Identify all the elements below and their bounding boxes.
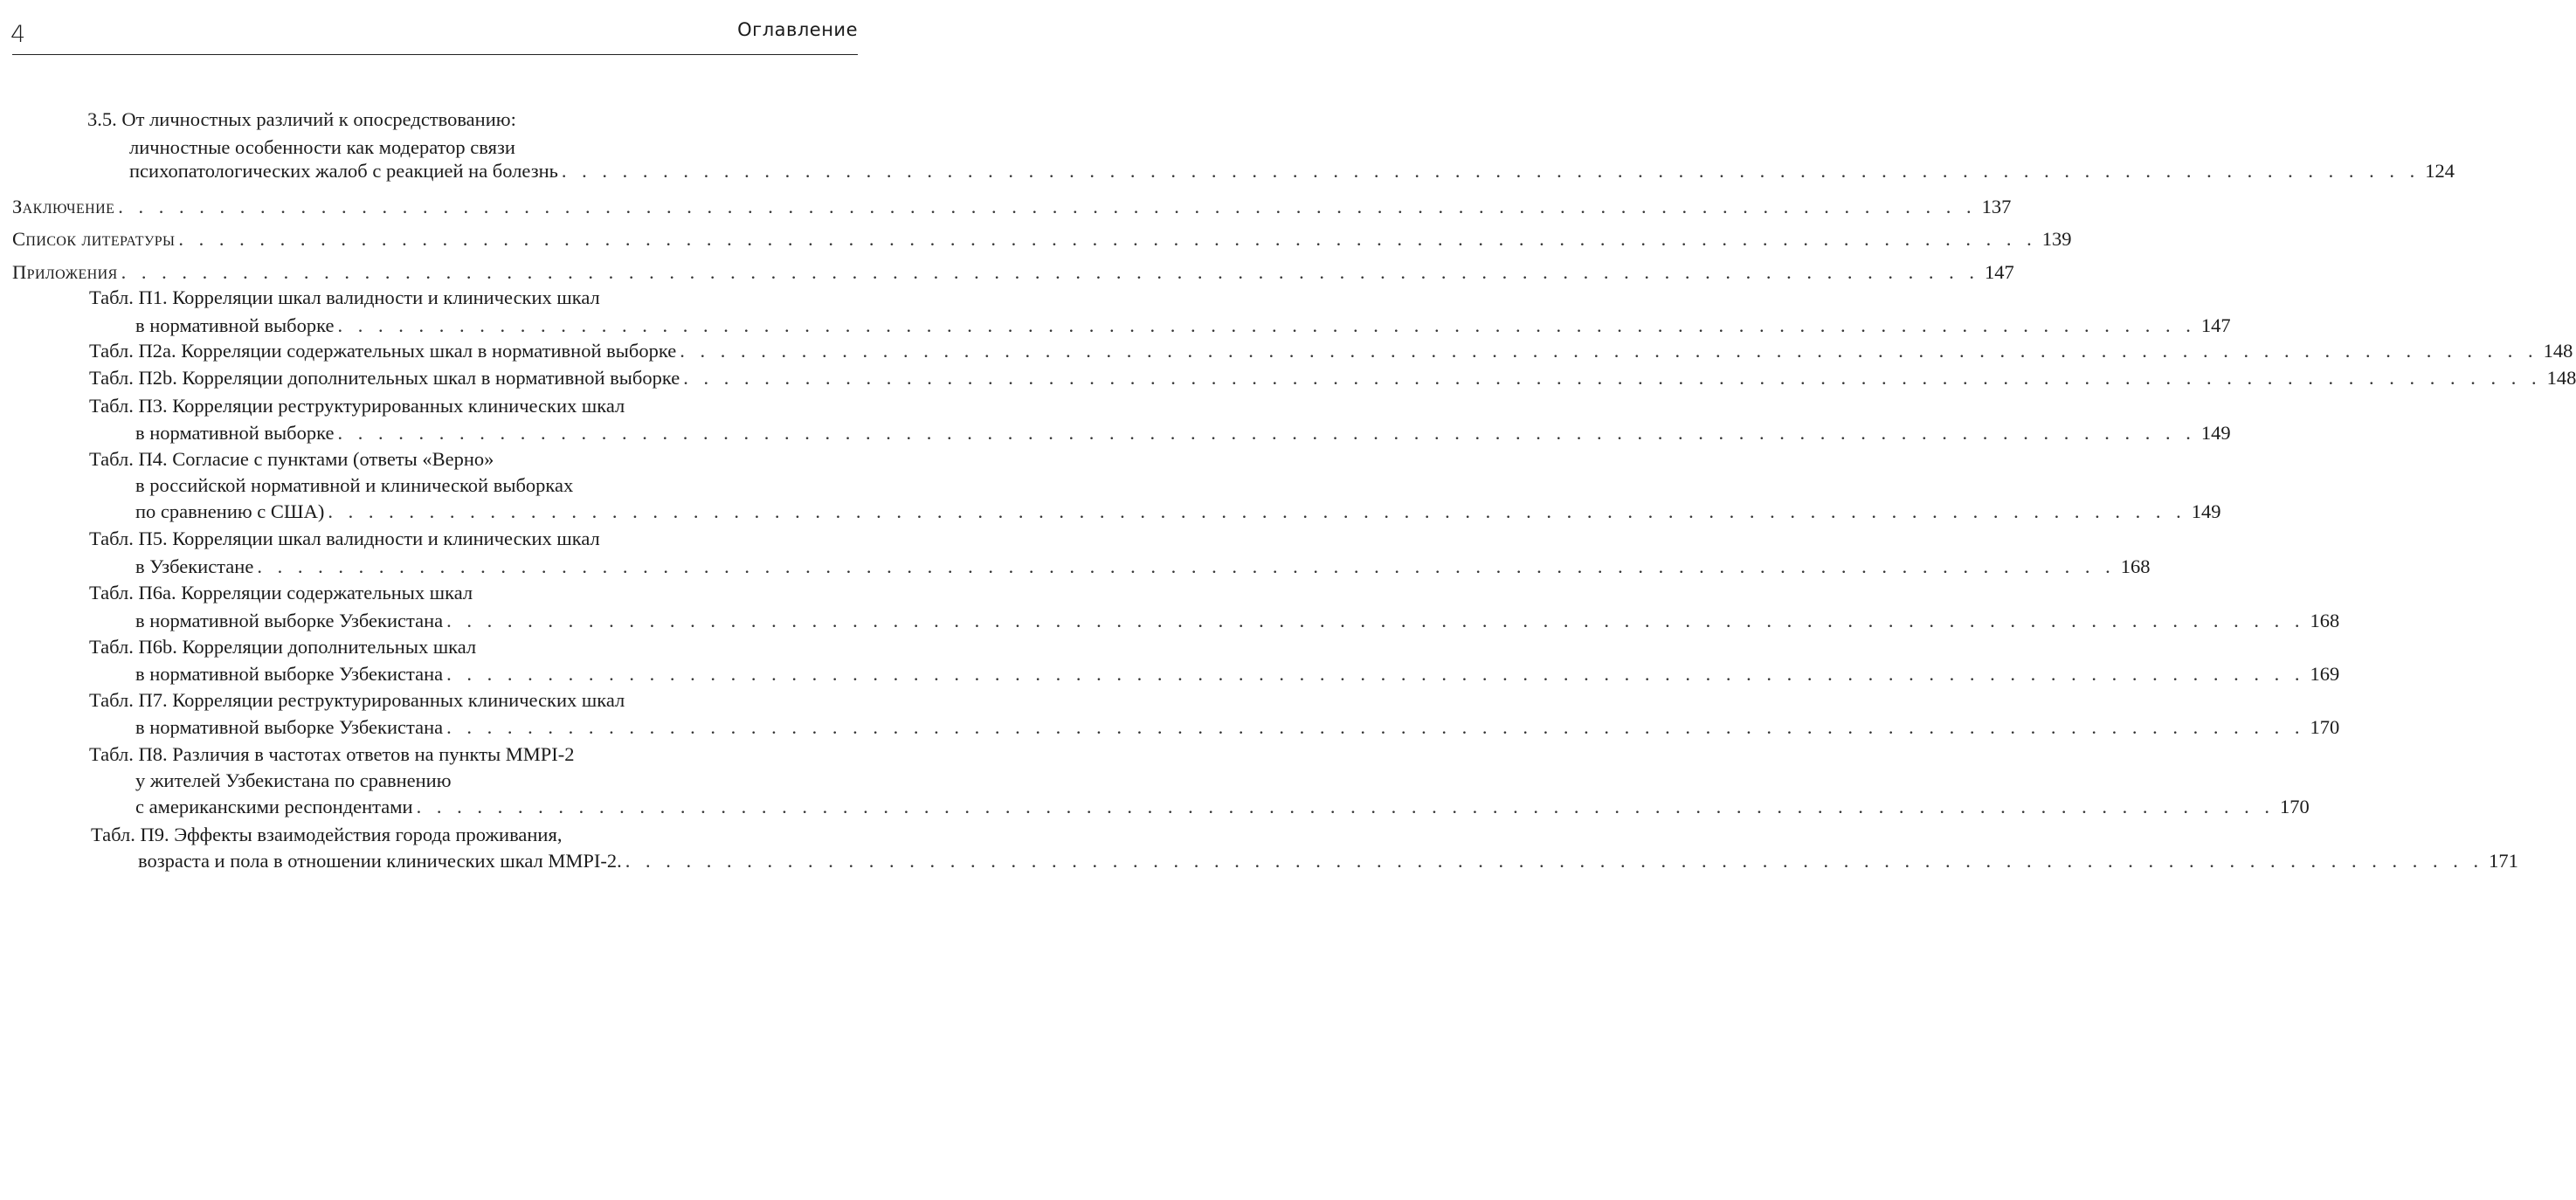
toc-page-number: 170 bbox=[2310, 716, 2340, 738]
toc-entry-p1[interactable] bbox=[135, 313, 2231, 339]
toc-entry-p3-line1: Табл. П3. Корреляции реструктурированных клинических шкал bbox=[89, 395, 625, 417]
toc-entry-p6a[interactable] bbox=[135, 608, 2340, 634]
toc-entry-p4-line1: Табл. П4. Согласие с пунктами (ответы «Верно» bbox=[89, 448, 494, 470]
toc-page-number: 169 bbox=[2310, 663, 2340, 685]
toc-entry-p4[interactable] bbox=[135, 499, 2221, 525]
leader-dots: . . . . . . . . . . . . . . . . . . . . . . . . . . . . . . . . . . . . . . . . . . . . . . . . . . . . . . . . . . . . . . . . . . . . . . . . . . . . . . . . . . . . . . . . . . . . bbox=[683, 367, 2542, 389]
toc-entry-p5-line1: Табл. П5. Корреляции шкал валидности и клинических шкал bbox=[89, 528, 600, 549]
toc-page-number: 168 bbox=[2120, 555, 2151, 577]
toc-entry-p4-line2: в российской нормативной и клинической выборках bbox=[135, 474, 574, 496]
toc-entry-text: Список литературы bbox=[12, 228, 176, 250]
toc-page-number: 170 bbox=[2279, 796, 2310, 817]
toc-page-number: 147 bbox=[1984, 261, 2014, 283]
toc-entry-text: в нормативной выборке Узбекистана bbox=[135, 663, 444, 685]
toc-page-number: 168 bbox=[2310, 610, 2340, 631]
toc-entry-references[interactable] bbox=[12, 226, 2072, 252]
toc-entry-conclusion[interactable] bbox=[12, 194, 2012, 220]
leader-dots: . . . . . . . . . . . . . . . . . . . . . . . . . . . . . . . . . . . . . . . . . . . . . . . . . . . . . . . . . . . . . . . . . . . . . . . . . . . . . . . . . . . . . . . . . . . . bbox=[118, 196, 1977, 217]
toc-entry-p8[interactable] bbox=[135, 794, 2310, 820]
toc-page-number: 171 bbox=[2489, 850, 2518, 872]
toc-entry-p9-line1: Табл. П9. Эффекты взаимодействия города проживания, bbox=[91, 824, 563, 845]
toc-entry-p6a-line1: Табл. П6а. Корреляции содержательных шкал bbox=[89, 582, 473, 603]
toc-entry-text: возраста и пола в отношении клинических шкал MMPI-2. bbox=[138, 850, 622, 872]
toc-entry-text: Табл. П2а. Корреляции содержательных шкал в нормативной выборке bbox=[89, 340, 677, 362]
toc-entry-text: Приложения bbox=[12, 261, 118, 283]
leader-dots: . . . . . . . . . . . . . . . . . . . . . . . . . . . . . . . . . . . . . . . . . . . . . . . . . . . . . . . . . . . . . . . . . . . . . . . . . . . . . . . . . . . . . . . . . . . . bbox=[561, 160, 2421, 182]
header-rule bbox=[12, 54, 858, 55]
toc-entry-p6b[interactable] bbox=[135, 661, 2340, 687]
toc-page-number: 124 bbox=[2425, 160, 2455, 182]
leader-dots: . . . . . . . . . . . . . . . . . . . . . . . . . . . . . . . . . . . . . . . . . . . . . . . . . . . . . . . . . . . . . . . . . . . . . . . . . . . . . . . . . . . . . . . . . . . . bbox=[446, 663, 2305, 685]
toc-page-number: 149 bbox=[2191, 500, 2221, 522]
toc-entry-p2b[interactable] bbox=[89, 365, 2576, 391]
toc-page-number: 139 bbox=[2041, 228, 2072, 250]
toc-entry-p1-line1: Табл. П1. Корреляции шкал валидности и клинических шкал bbox=[89, 286, 600, 308]
toc-entry-text: в нормативной выборке bbox=[135, 314, 335, 336]
toc-page-number: 148 bbox=[2546, 367, 2576, 389]
leader-dots: . . . . . . . . . . . . . . . . . . . . . . . . . . . . . . . . . . . . . . . . . . . . . . . . . . . . . . . . . . . . . . . . . . . . . . . . . . . . . . . . . . . . . . . . . . . . bbox=[625, 850, 2484, 872]
toc-entry-text: Заключение bbox=[12, 196, 115, 217]
leader-dots: . . . . . . . . . . . . . . . . . . . . . . . . . . . . . . . . . . . . . . . . . . . . . . . . . . . . . . . . . . . . . . . . . . . . . . . . . . . . . . . . . . . . . . . . . . . . bbox=[416, 796, 2275, 817]
toc-page-number: 149 bbox=[2200, 422, 2231, 444]
toc-entry-p6b-line1: Табл. П6b. Корреляции дополнительных шкал bbox=[89, 636, 477, 658]
toc-entry-text: в нормативной выборке bbox=[135, 422, 335, 444]
toc-page-number: 148 bbox=[2543, 340, 2573, 362]
leader-dots: . . . . . . . . . . . . . . . . . . . . . . . . . . . . . . . . . . . . . . . . . . . . . . . . . . . . . . . . . . . . . . . . . . . . . . . . . . . . . . . . . . . . . . . . . . . . bbox=[328, 500, 2186, 522]
running-head: Оглавление bbox=[737, 19, 858, 40]
toc-entry-appendices[interactable] bbox=[12, 259, 2014, 286]
toc-entry-3-5-line1: 3.5. От личностных различий к опосредствованию: bbox=[87, 108, 516, 130]
toc-entry-text: Табл. П2b. Корреляции дополнительных шкал в нормативной выборке bbox=[89, 367, 680, 389]
toc-entry-p7[interactable] bbox=[135, 714, 2340, 741]
toc-entry-p8-line2: у жителей Узбекистана по сравнению bbox=[135, 769, 452, 791]
leader-dots: . . . . . . . . . . . . . . . . . . . . . . . . . . . . . . . . . . . . . . . . . . . . . . . . . . . . . . . . . . . . . . . . . . . . . . . . . . . . . . . . . . . . . . . . . . . . bbox=[121, 261, 1979, 283]
page-number: 4 bbox=[10, 21, 26, 48]
toc-entry-text: в нормативной выборке Узбекистана bbox=[135, 716, 444, 738]
toc-entry-text: с американскими респондентами bbox=[135, 796, 413, 817]
toc-entry-p3[interactable] bbox=[135, 420, 2231, 446]
toc-entry-text: психопатологических жалоб с реакцией на болезнь bbox=[129, 160, 558, 182]
toc-entry-3-5-line2: личностные особенности как модератор связи bbox=[129, 136, 515, 158]
leader-dots: . . . . . . . . . . . . . . . . . . . . . . . . . . . . . . . . . . . . . . . . . . . . . . . . . . . . . . . . . . . . . . . . . . . . . . . . . . . . . . . . . . . . . . . . . . . . bbox=[446, 716, 2305, 738]
toc-page-number: 137 bbox=[1981, 196, 2012, 217]
page-header bbox=[10, 17, 858, 52]
leader-dots: . . . . . . . . . . . . . . . . . . . . . . . . . . . . . . . . . . . . . . . . . . . . . . . . . . . . . . . . . . . . . . . . . . . . . . . . . . . . . . . . . . . . . . . . . . . . bbox=[446, 610, 2305, 631]
toc-entry-p2a[interactable] bbox=[89, 338, 2573, 364]
toc-entry-text: по сравнению с США) bbox=[135, 500, 325, 522]
leader-dots: . . . . . . . . . . . . . . . . . . . . . . . . . . . . . . . . . . . . . . . . . . . . . . . . . . . . . . . . . . . . . . . . . . . . . . . . . . . . . . . . . . . . . . . . . . . . bbox=[178, 228, 2037, 250]
toc-page-number: 147 bbox=[2200, 314, 2231, 336]
toc-entry-3-5[interactable] bbox=[129, 158, 2455, 184]
toc-entry-p9[interactable] bbox=[138, 848, 2518, 874]
leader-dots: . . . . . . . . . . . . . . . . . . . . . . . . . . . . . . . . . . . . . . . . . . . . . . . . . . . . . . . . . . . . . . . . . . . . . . . . . . . . . . . . . . . . . . . . . . . . bbox=[680, 340, 2538, 362]
leader-dots: . . . . . . . . . . . . . . . . . . . . . . . . . . . . . . . . . . . . . . . . . . . . . . . . . . . . . . . . . . . . . . . . . . . . . . . . . . . . . . . . . . . . . . . . . . . . bbox=[337, 314, 2196, 336]
toc-entry-p8-line1: Табл. П8. Различия в частотах ответов на пункты MMPI-2 bbox=[89, 743, 575, 765]
toc-entry-p5[interactable] bbox=[135, 554, 2151, 580]
toc-entry-p7-line1: Табл. П7. Корреляции реструктурированных клинических шкал bbox=[89, 689, 625, 711]
toc-entry-text: в Узбекистане bbox=[135, 555, 254, 577]
leader-dots: . . . . . . . . . . . . . . . . . . . . . . . . . . . . . . . . . . . . . . . . . . . . . . . . . . . . . . . . . . . . . . . . . . . . . . . . . . . . . . . . . . . . . . . . . . . . bbox=[337, 422, 2196, 444]
toc-entry-text: в нормативной выборке Узбекистана bbox=[135, 610, 444, 631]
leader-dots: . . . . . . . . . . . . . . . . . . . . . . . . . . . . . . . . . . . . . . . . . . . . . . . . . . . . . . . . . . . . . . . . . . . . . . . . . . . . . . . . . . . . . . . . . . . . bbox=[257, 555, 2116, 577]
